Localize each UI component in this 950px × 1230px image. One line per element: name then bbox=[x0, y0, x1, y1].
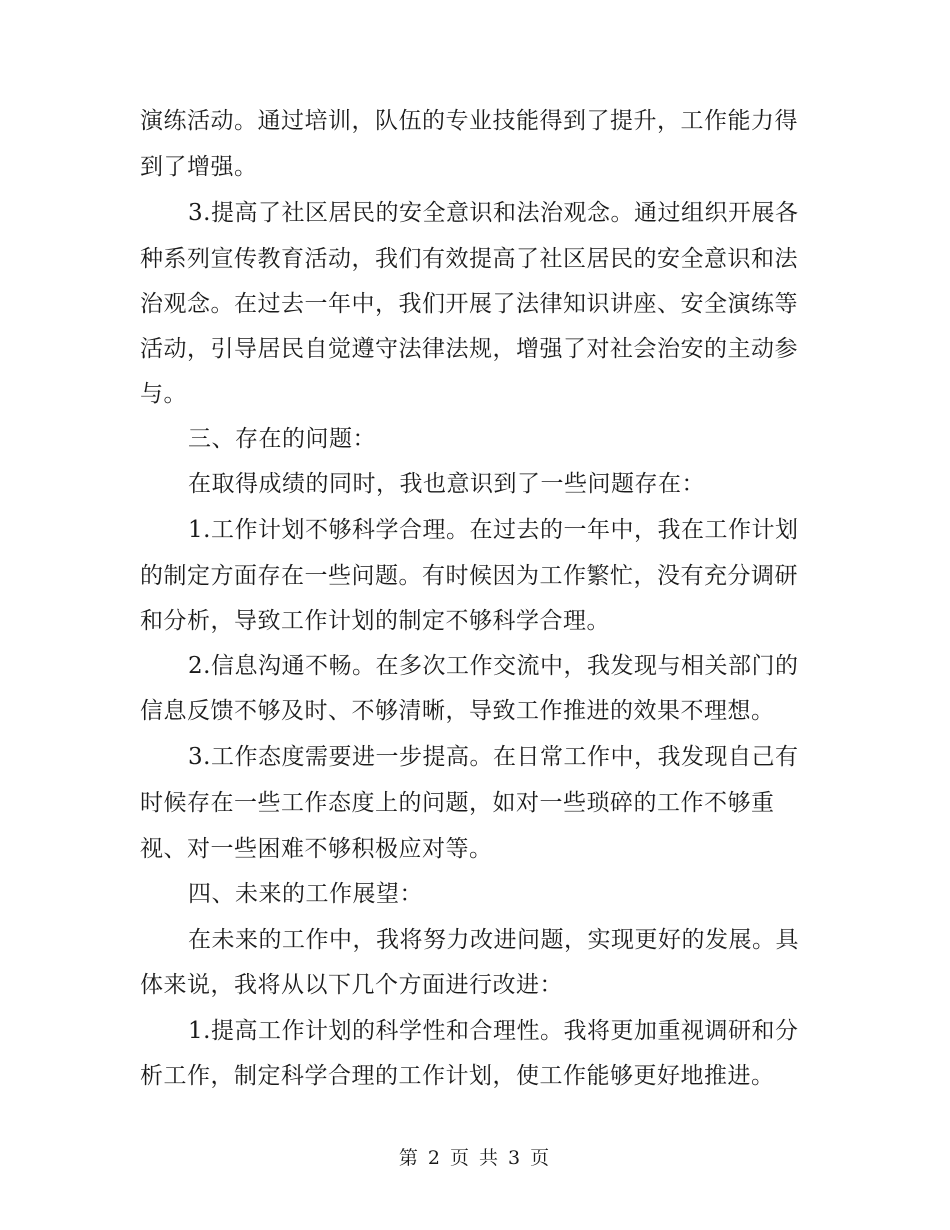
page-footer: 第 2 页 共 3 页 bbox=[398, 1147, 552, 1169]
paragraph-line: 体来说，我将从以下几个方面进行改进： bbox=[140, 972, 563, 998]
section-heading: 三、存在的问题： bbox=[188, 426, 376, 452]
paragraph-line: 2.信息沟通不畅。在多次工作交流中，我发现与相关部门的 bbox=[188, 653, 799, 679]
paragraph-line: 3.工作态度需要进一步提高。在日常工作中，我发现自己有 bbox=[188, 744, 799, 770]
paragraph-line: 3.提高了社区居民的安全意识和法治观念。通过组织开展各 bbox=[188, 200, 799, 226]
paragraph-line: 信息反馈不够及时、不够清晰，导致工作推进的效果不理想。 bbox=[140, 698, 775, 724]
paragraph-line: 在取得成绩的同时，我也意识到了一些问题存在： bbox=[188, 471, 705, 497]
paragraph-line: 种系列宣传教育活动，我们有效提高了社区居民的安全意识和法 bbox=[140, 246, 798, 272]
section-heading: 四、未来的工作展望： bbox=[188, 881, 423, 907]
paragraph-line: 1.工作计划不够科学合理。在过去的一年中，我在工作计划 bbox=[188, 517, 799, 543]
paragraph-line: 演练活动。通过培训，队伍的专业技能得到了提升，工作能力得 bbox=[140, 108, 798, 134]
paragraph-line: 的制定方面存在一些问题。有时候因为工作繁忙，没有充分调研 bbox=[140, 563, 798, 589]
paragraph-line: 活动，引导居民自觉遵守法律法规，增强了对社会治安的主动参 bbox=[140, 336, 798, 362]
paragraph-line: 时候存在一些工作态度上的问题，如对一些琐碎的工作不够重 bbox=[140, 790, 775, 816]
paragraph-line: 与。 bbox=[140, 381, 187, 407]
paragraph-line: 在未来的工作中，我将努力改进问题，实现更好的发展。具 bbox=[188, 927, 799, 953]
paragraph-line: 治观念。在过去一年中，我们开展了法律知识讲座、安全演练等 bbox=[140, 291, 798, 317]
paragraph-line: 视、对一些困难不够积极应对等。 bbox=[140, 836, 493, 862]
paragraph-line: 到了增强。 bbox=[140, 154, 258, 180]
paragraph-line: 和分析，导致工作计划的制定不够科学合理。 bbox=[140, 608, 610, 634]
paragraph-line: 1.提高工作计划的科学性和合理性。我将更加重视调研和分 bbox=[188, 1018, 799, 1044]
paragraph-line: 析工作，制定科学合理的工作计划，使工作能够更好地推进。 bbox=[140, 1063, 775, 1089]
